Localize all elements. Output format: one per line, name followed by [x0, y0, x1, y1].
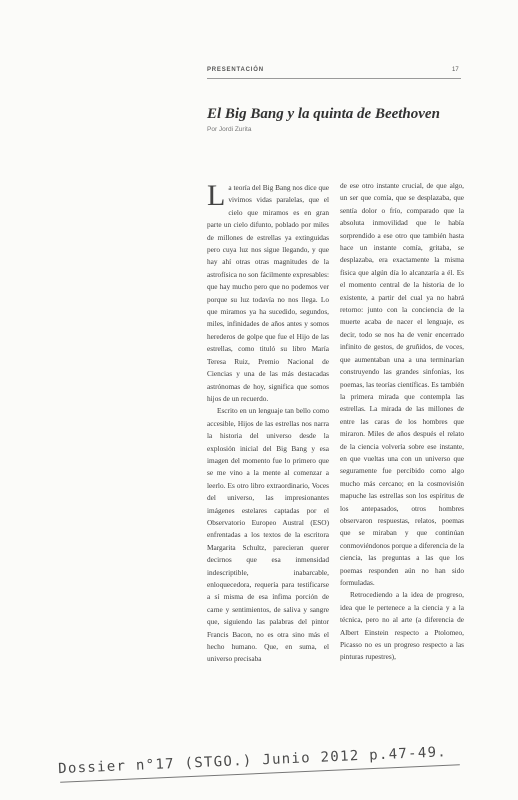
paragraph: de ese otro instante crucial, de que algo, un ser que comía, que se desplazaba, que sentía dolor o frío, comparado que la absoluta inmovilidad que le había sorprendido a ese otro que también hasta hace un instante comía, gritaba, se desplazaba, era exactamente la misma física que algún día lo alcanzaría a él. Es el momento central de la historia de lo existente, a partir del cual ya no habrá retorno: junto con la conciencia de la muerte acaba de nacer el lenguaje, es decir, todo se nos ha de venir encerrado infinito de gestos, de gruñidos, de voces, que aumentaban una a una terminarían construyendo las grandes sinfonías, los poemas, las teorías científicas. Es también la primera mirada que contempla las estrellas. La mirada de las millones de entre las caras de los hombres que miraron. Miles de años después el relato de la ciencia volvería sobre ese instante, en que vueltas una con un universo que seguramente fue percibido como algo mucho más cercano; en la cosmovisión mapuche las estrellas son los espíritus de los antepasados, otros hombres observaron respuestas, relatos, poemas que se miraban y que continúan conmoviéndonos porque a diferencia de la ciencia, las preguntas a las que los poemas responden aún no han sido formuladas.	[340, 181, 464, 587]
body-column-left	[207, 179, 329, 666]
page-number: 17	[452, 67, 459, 73]
article-byline: Por Jordi Zurita	[207, 126, 252, 133]
body-column-right	[340, 180, 464, 664]
section-label: PRESENTACIÓN	[207, 67, 264, 73]
handwritten-source-note: Dossier n°17 (STGO.) Junio 2012 p.47-49.	[57, 744, 448, 778]
header-rule	[207, 78, 461, 79]
article-title: El Big Bang y la quinta de Beethoven	[207, 106, 440, 122]
paragraph-text: a teoría del Big Bang nos dice que vivimos vidas paralelas, que el cielo que miramos es en gran parte un cielo difunto, poblado por miles de millones de estrellas ya extinguidas pero cuya luz nos sigue llegando, y que hay ahí otras otras magnitudes de la astrofísica no son fácilmente expresables: que hay mucho pero que no podemos ver porque su luz todavía no nos llega. Lo que miramos ya ha sucedido, segundos, miles, infinidades de años antes y somos herederos de golpe que fue el Hijo de las estrellas, como tituló su libro María Teresa Ruiz, Premio Nacional de Ciencias y una de las más destacadas astrónomas de hoy, significa que somos hijos de un recuerdo.	[207, 183, 329, 403]
paragraph	[207, 179, 329, 405]
paragraph: Retrocediendo a la idea de progreso, idea que le pertenece a la ciencia y a la técnica, pero no al arte (a diferencia de Albert Einstein respecto a Ptolomeo, Picasso no es un progreso respecto a las pinturas rupestres),	[340, 590, 464, 662]
drop-cap: L	[207, 179, 226, 212]
paragraph: Escrito en un lenguaje tan bello como accesible, Hijos de las estrellas nos narra la historia del universo desde la explosión inicial del Big Bang y esa imagen del momento fue lo primero que se me vino a la mente al comenzar a leerlo. Es otro libro extraordinario, Voces del universo, las impresionantes imágenes estelares captadas por el Observatorio Europeo Austral (ESO) enfrentadas a los textos de la escritora Margarita Schultz, parecieran querer decirnos que esa inmensidad indescriptible, inabarcable, enloquecedora, requería para testificarse a sí misma de esa ínfima porción de carne y sentimientos, de saliva y sangre que, siguiendo las palabras del pintor Francis Bacon, no es otra sino más el hecho humano. Que, en suma, el universo precisaba	[207, 406, 329, 664]
